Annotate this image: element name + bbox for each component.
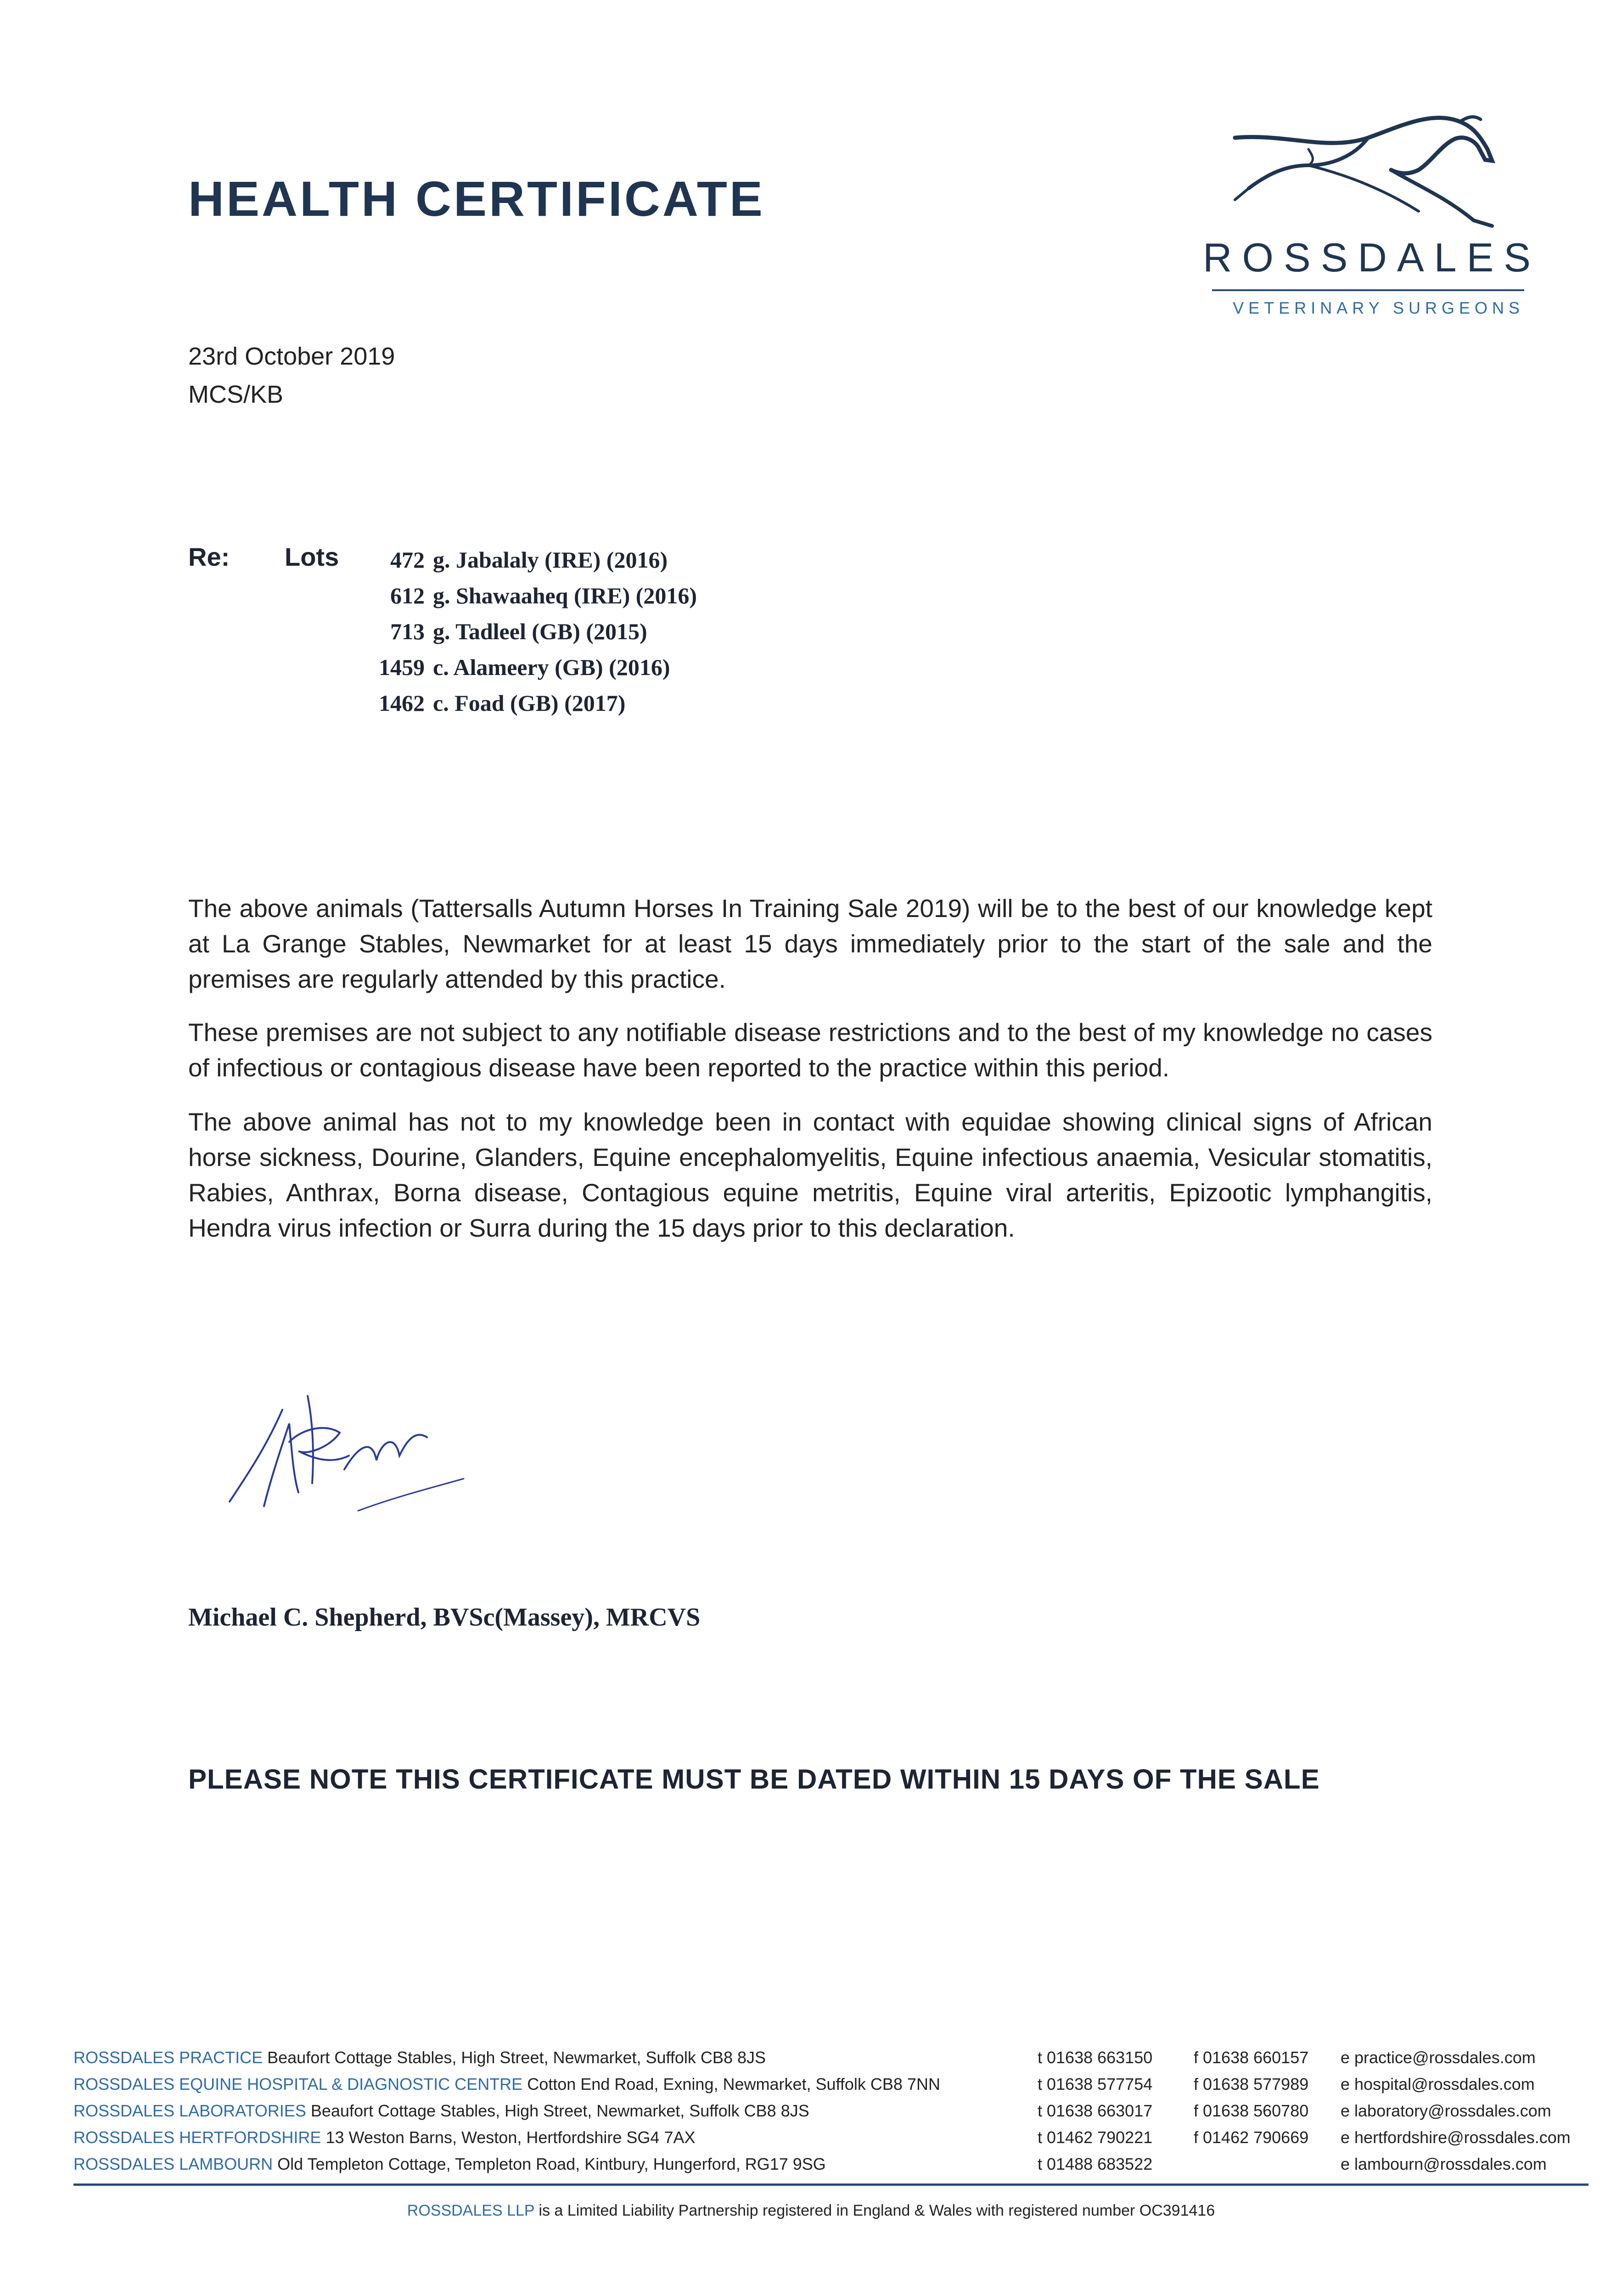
- lot-row: [358, 582, 771, 618]
- office-row: [73, 2101, 1588, 2128]
- galloping-horse-logo-icon: [1217, 106, 1510, 230]
- body-paragraph: These premises are not subject to any notifiable disease restrictions and to the best of my knowledge no cases of infectious or contagious disease have been reported to the practice within this period.: [188, 1018, 1432, 1082]
- logo-subtitle: VETERINARY SURGEONS: [1233, 298, 1524, 317]
- lot-description: g. Tadleel (GB) (2015): [433, 619, 647, 644]
- office-email: e laboratory@rossdales.com: [1341, 2101, 1551, 2120]
- handwritten-signature: [220, 1378, 477, 1525]
- office-name: ROSSDALES EQUINE HOSPITAL & DIAGNOSTIC CENTRE: [73, 2075, 523, 2093]
- lot-number: 713: [390, 619, 425, 644]
- office-row: [73, 2048, 1588, 2075]
- dating-notice: PLEASE NOTE THIS CERTIFICATE MUST BE DATED WITHIN 15 DAYS OF THE SALE: [188, 1764, 1320, 1795]
- office-fax: f 01638 660157: [1194, 2048, 1309, 2067]
- body-paragraph: The above animals (Tattersalls Autumn Horses In Training Sale 2019) will be to the best of our knowledge kept at La Grange Stables, Newmarket for at least 15 days immediately prior to the start of the sale and the premises are regularly attended by this practice.: [188, 894, 1432, 993]
- lot-description: c. Alameery (GB) (2016): [433, 654, 670, 680]
- lot-row: [358, 618, 771, 654]
- office-telephone: t 01462 790221: [1038, 2128, 1153, 2147]
- body-paragraph: The above animal has not to my knowledge been in contact with equidae showing clinical signs of African horse sickness, Dourine, Glanders, Equine encephalomyelitis, Equine infectious anaemia, Vesicular stomatitis, Rabies, Anthrax, Borna disease, Contagious equine metritis, Equine viral arteritis, Epizootic lymphangitis, Hendra virus infection or Surra during the 15 days prior to this declaration.: [188, 1108, 1432, 1242]
- rossdales-logo: [1203, 106, 1541, 335]
- lot-number: 1462: [379, 690, 425, 716]
- office-fax: f 01462 790669: [1194, 2128, 1309, 2147]
- legal-text: is a Limited Liability Partnership registered in England & Wales with registered number OC391416: [539, 2202, 1215, 2219]
- letter-reference: MCS/KB: [188, 381, 284, 408]
- lot-number: 1459: [379, 654, 425, 680]
- office-telephone: t 01638 663150: [1038, 2048, 1153, 2067]
- office-email: e lambourn@rossdales.com: [1341, 2155, 1547, 2173]
- office-telephone: t 01488 683522: [1038, 2155, 1153, 2173]
- office-row: [73, 2075, 1588, 2101]
- lot-row: [358, 654, 771, 690]
- office-telephone: t 01638 663017: [1038, 2101, 1153, 2120]
- re-label: Re:: [188, 542, 230, 571]
- office-address: Beaufort Cottage Stables, High Street, Newmarket, Suffolk CB8 8JS: [310, 2101, 809, 2120]
- lot-number: 612: [390, 583, 425, 608]
- lots-label: Lots: [285, 542, 339, 571]
- signer-name: Michael C. Shepherd, BVSc(Massey), MRCVS: [188, 1603, 701, 1632]
- lot-row: [358, 690, 771, 726]
- legal-statement: [0, 2202, 1622, 2220]
- logo-wordmark: ROSSDALES: [1203, 235, 1541, 280]
- lot-number: 472: [390, 547, 425, 573]
- letter-date: 23rd October 2019: [188, 343, 395, 370]
- office-row: [73, 2155, 1588, 2181]
- office-email: e hospital@rossdales.com: [1341, 2075, 1535, 2093]
- office-name: ROSSDALES PRACTICE: [73, 2048, 263, 2067]
- lots-list: [358, 546, 771, 726]
- office-row: [73, 2128, 1588, 2155]
- footer-divider: [73, 2183, 1588, 2186]
- office-name: ROSSDALES LABORATORIES: [73, 2101, 306, 2120]
- lot-description: g. Shawaaheq (IRE) (2016): [433, 583, 697, 608]
- legal-company-name: ROSSDALES LLP: [407, 2202, 534, 2219]
- office-address: Beaufort Cottage Stables, High Street, Newmarket, Suffolk CB8 8JS: [267, 2048, 766, 2067]
- lot-description: c. Foad (GB) (2017): [433, 690, 626, 716]
- office-fax: f 01638 577989: [1194, 2075, 1309, 2093]
- office-telephone: t 01638 577754: [1038, 2075, 1153, 2093]
- office-address: 13 Weston Barns, Weston, Hertfordshire SG4 7AX: [326, 2128, 696, 2147]
- document-title: HEALTH CERTIFICATE: [188, 171, 765, 226]
- office-name: ROSSDALES LAMBOURN: [73, 2155, 273, 2173]
- office-email: e hertfordshire@rossdales.com: [1341, 2128, 1571, 2147]
- office-email: e practice@rossdales.com: [1341, 2048, 1536, 2067]
- office-address: Old Templeton Cottage, Templeton Road, Kintbury, Hungerford, RG17 9SG: [277, 2155, 826, 2173]
- office-name: ROSSDALES HERTFORDSHIRE: [73, 2128, 321, 2147]
- logo-divider: [1212, 289, 1524, 291]
- lot-description: g. Jabalaly (IRE) (2016): [433, 547, 668, 573]
- office-fax: f 01638 560780: [1194, 2101, 1309, 2120]
- office-address: Cotton End Road, Exning, Newmarket, Suffolk CB8 7NN: [527, 2075, 940, 2093]
- lot-row: [358, 546, 771, 582]
- footer-offices: [73, 2048, 1588, 2181]
